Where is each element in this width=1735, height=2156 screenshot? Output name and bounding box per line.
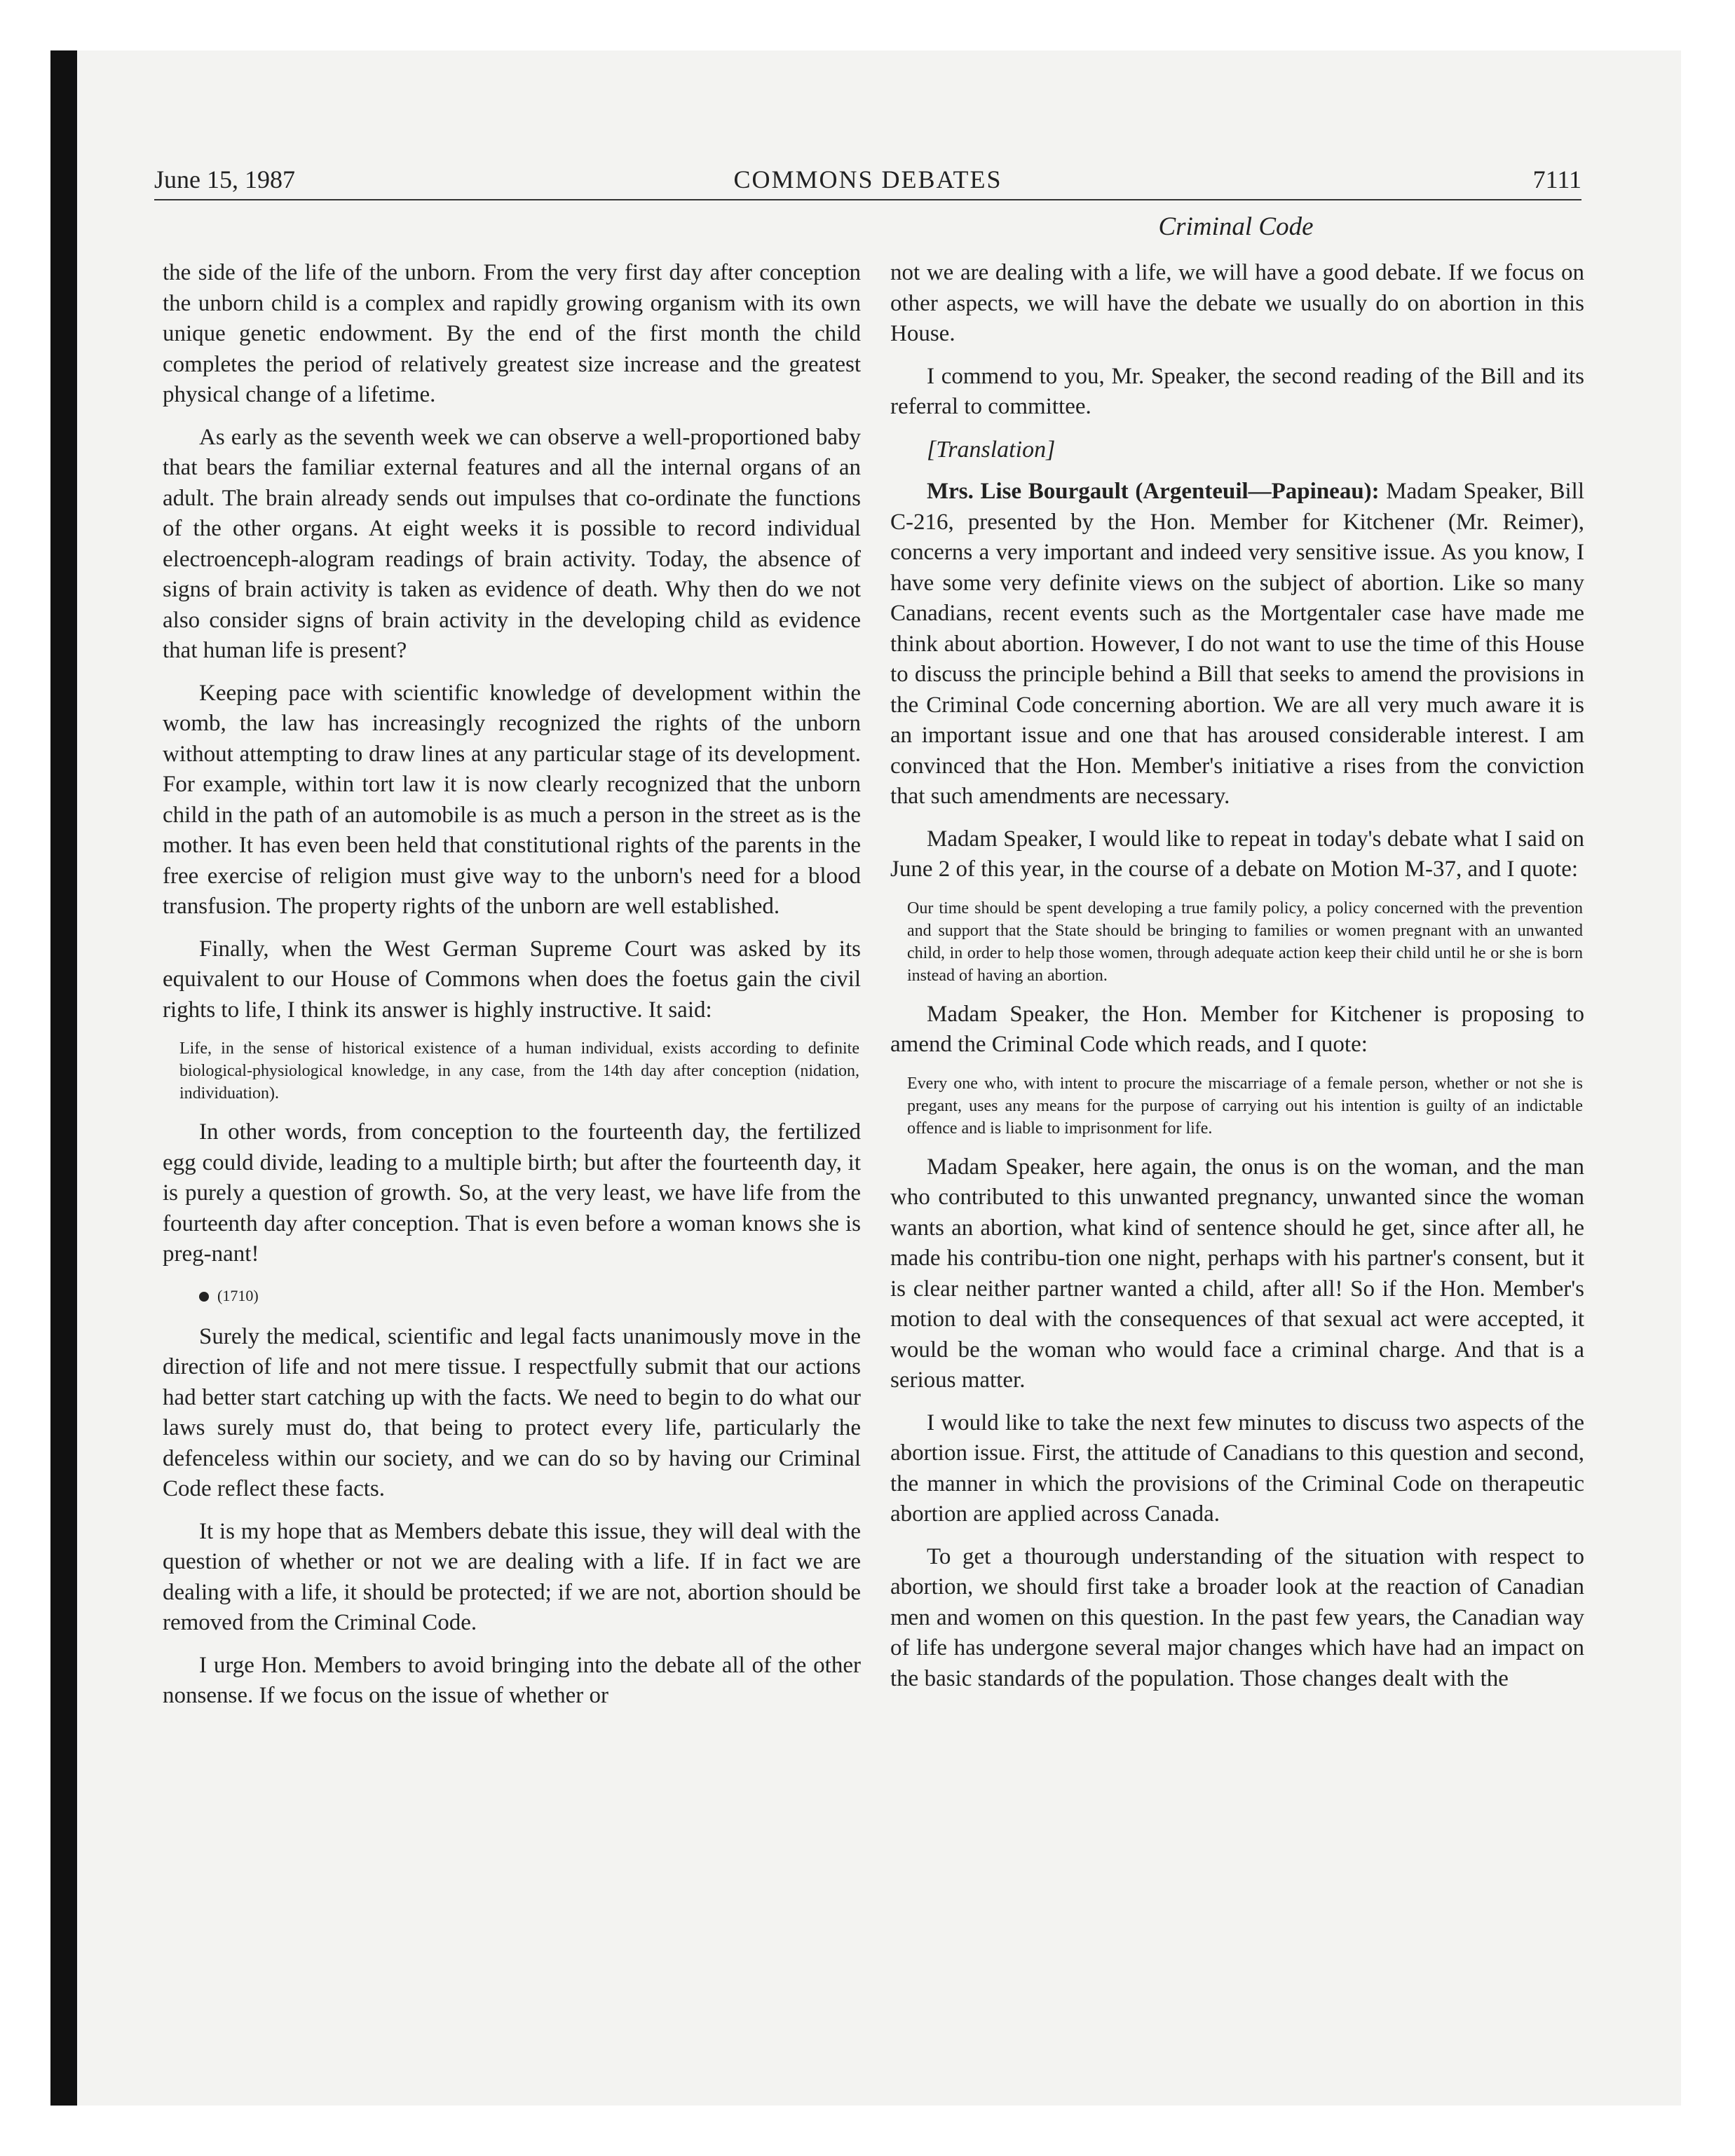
paragraph: Madam Speaker, I would like to repeat in today's debate what I said on June 2 of this year, in the course of a debate on Motion M-37, and I quote: [890,826,1584,882]
right-column [890,258,1584,1706]
paragraph: the side of the life of the unborn. From the very first day after conception the unborn child is a complex and rapidly growing organism with its own unique genetic endowment. By the end of the first month the child completes the period of relatively greatest size increase and the greatest physical change of a lifetime. [163,260,861,407]
block-quote: Our time should be spent developing a true family policy, a policy concerned with the prevention and support that the State should be bringing to families or women pregnant with an unwanted child, in order to help those women, through adequate action keep their child until he or she is born instead of having an abortion. [907,899,1583,985]
paragraph: not we are dealing with a life, we will have a good debate. If we focus on other aspects, we will have the debate we usually do on abortion in this House. [890,260,1584,346]
section-title: Criminal Code [1158,212,1314,241]
paragraph: I commend to you, Mr. Speaker, the second reading of the Bill and its referral to committee. [890,363,1584,419]
paragraph: Madam Speaker, here again, the onus is on the woman, and the man who contributed to this unwanted pregnancy, unwanted since the woman wants an abortion, what kind of sentence should he get, since after all, he made his contribu-tion one night, perhaps with his partner's consent, but it is clear neither partner wanted a child, after all! So if the Hon. Member's motion to deal with the consequences of that sexual act were accepted, it would be the woman who would face a criminal charge. And that is a serious matter. [890,1154,1584,1393]
speaker-name: Mrs. Lise Bourgault (Argenteuil—Papineau): [927,479,1380,504]
speaker-text: Madam Speaker, Bill C-216, presented by the Hon. Member for Kitchener (Mr. Reimer), concerns a very important and indeed very sensitive issue. As you know, I have some very definite views on the subject of abortion. Like so many Canadians, recent events such as the Mortgentaler case have made me think about abortion. However, I do not want to use the time of this House to discuss the principle behind a Bill that seeks to amend the provisions in the Criminal Code concerning abortion. We are all very much aware it is an important issue and one that has aroused considerable interest. I am convinced that the Hon. Member's initiative a rises from the conviction that such amendments are necessary. [890,479,1584,809]
block-quote: Life, in the sense of historical existence of a human individual, exists according to definite biological-physiological knowledge, in any case, from the 14th day after conception (nidation, individuation). [179,1039,859,1103]
paragraph: Keeping pace with scientific knowledge of development within the womb, the law has increasingly recognized the rights of the unborn without attempting to draw lines at any particular stage of its development. For example, within tort law it is now clearly recognized that the unborn child in the path of an automobile is as much a person in the street as is the mother. It has even been held that constitutional rights of the parents in the free exercise of religion must give way to the unborn's need for a blood transfusion. The property rights of the unborn are well established. [163,680,861,919]
scan-edge [50,50,77,2106]
block-quote: Every one who, with intent to procure the miscarriage of a female person, whether or not she is pregant, uses any means for the purpose of carrying out his intention is guilty of an indictable offence and is liable to imprisonment for life. [907,1074,1583,1138]
speaker-paragraph [890,477,1584,812]
running-head [154,163,1581,200]
paragraph: In other words, from conception to the fourteenth day, the fertilized egg could divide, leading to a multiple birth; but after the fourteenth day, it is purely a question of growth. So, at the very least, we have life from the fourteenth day after conception. That is even before a woman knows she is preg-nant! [163,1119,861,1267]
paragraph: Finally, when the West German Supreme Court was asked by its equivalent to our House of Commons when does the foetus gain the civil rights to life, I think its answer is highly instructive. It said: [163,936,861,1023]
translation-rubric: [Translation] [927,436,1056,463]
paragraph: As early as the seventh week we can observe a well-proportioned baby that bears the familiar external features and all the internal organs of an adult. The brain already sends out impulses that co-ordinate the functions of the other organs. At eight weeks it is possible to record individual electroenceph-alogram readings of brain activity. Today, the absence of signs of brain activity is taken as evidence of death. Why then do we not also consider signs of brain activity in the developing child as evidence that human life is present? [163,424,861,663]
timestamp [163,1282,861,1310]
paragraph: I urge Hon. Members to avoid bringing into the debate all of the other nonsense. If we focus on the issue of whether or [163,1652,861,1708]
header-page-number: 7111 [1532,165,1581,193]
paragraph: I would like to take the next few minutes to discuss two aspects of the abortion issue. First, the attitude of Canadians to this question and second, the manner in which the provisions of the Criminal Code on therapeutic abortion are applied across Canada. [890,1410,1584,1527]
paragraph: Surely the medical, scientific and legal facts unanimously move in the direction of life and not mere tissue. I respectfully submit that our actions had better start catching up with the facts. We need to begin to do what our laws surely must do, that being to protect every life, particularly the defenceless within our society, and we can do so by having our Criminal Code reflect these facts. [163,1323,861,1501]
paragraph: To get a thourough understanding of the situation with respect to abortion, we should first take a broader look at the reaction of Canadian men and women on this question. In the past few years, the Canadian way of life has undergone several major changes which have had an impact on the basic standards of the population. Those changes dealt with the [890,1543,1584,1691]
paragraph: It is my hope that as Members debate this issue, they will deal with the question of whether or not we are dealing with a life. If in fact we are dealing with a life, it should be protected; if we are not, abortion should be removed from the Criminal Code. [163,1518,861,1635]
header-date: June 15, 1987 [154,165,295,193]
left-column [163,258,861,1724]
paragraph: Madam Speaker, the Hon. Member for Kitchener is proposing to amend the Criminal Code which reads, and I quote: [890,1001,1584,1057]
header-publication: COMMONS DEBATES [733,165,1002,193]
timestamp-text: (1710) [217,1286,259,1304]
bullet-icon [199,1292,209,1302]
